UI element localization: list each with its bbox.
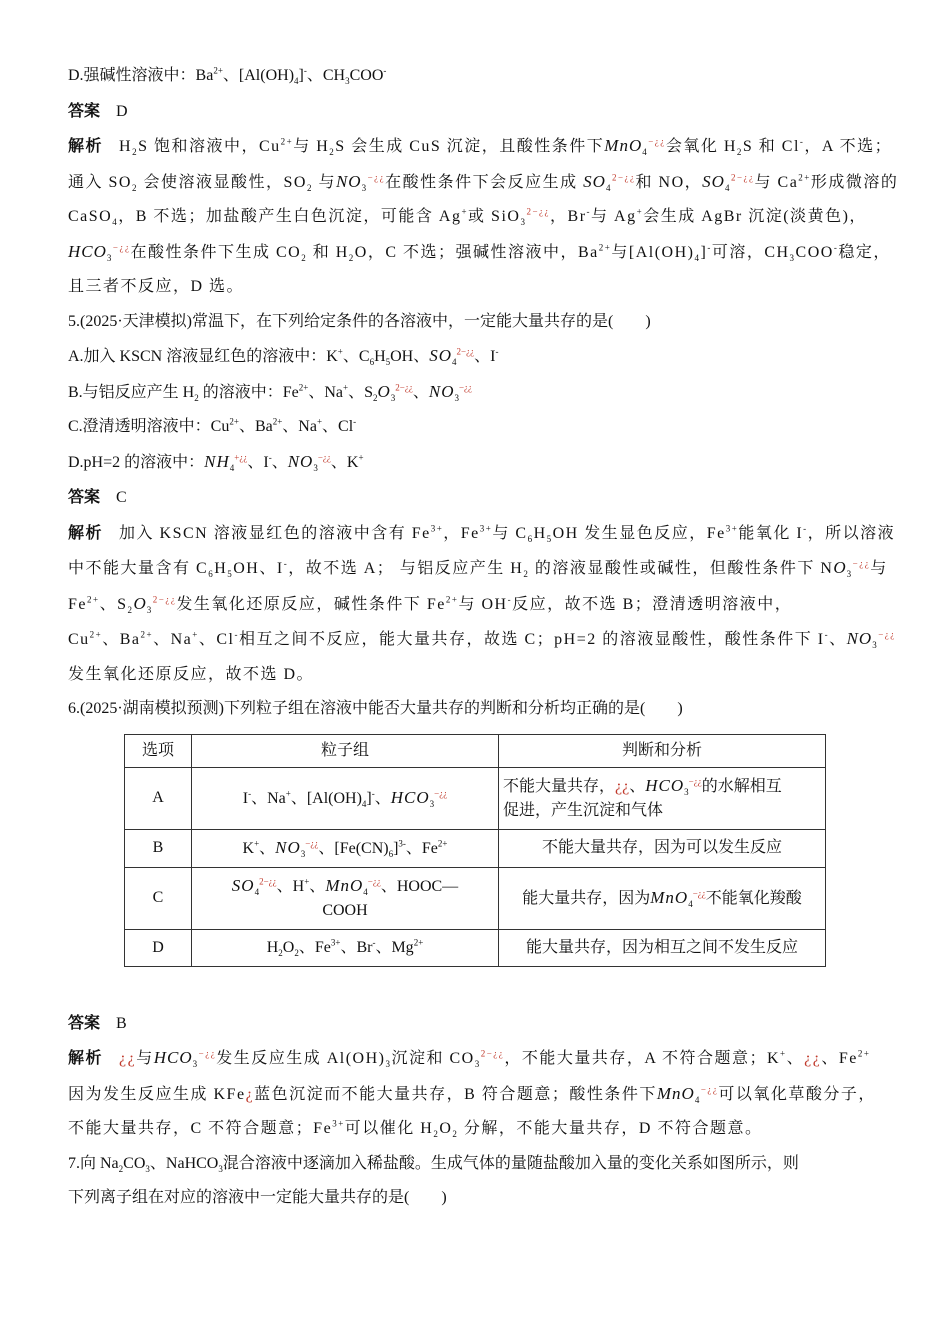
row-particles: K+、$NO_3^{-¿¿}$、$[Fe(CN)_6]^{3-}$、$Fe^{2+}$ (192, 829, 499, 867)
table-header-option: 选项 (125, 734, 192, 767)
q7-stem-line2: 下列离子组在对应的溶液中一定能大量共存的是( ) (68, 1189, 447, 1206)
row-judgment: 能大量共存，因为相互之间不发生反应 (499, 929, 826, 966)
table-header-particles: 粒子组 (192, 734, 499, 767)
q6-analysis-1: 解析 ¿¿与$HCO_3^{-¿¿}$发生反应生成 $Al(OH)_3$沉淀和 $CO_3^{2-¿¿}$，不能大量共存，A 不符合题意；K+、¿¿、$Fe^{2+}$ (68, 1048, 871, 1070)
table-row (125, 929, 826, 966)
q5-stem: 5.(2025·天津模拟)常温下，在下列给定条件的各溶液中，一定能大量共存的是( ) (68, 312, 651, 330)
analysis-label: 解析 (68, 1048, 104, 1067)
q5-answer: C (116, 489, 127, 506)
q6-table (124, 734, 826, 967)
table-row (125, 767, 826, 829)
row-option: B (125, 829, 192, 867)
table-header-row (125, 734, 826, 767)
q5-analysis-3: $Fe^{2+}$、$S_2O_3^{2-¿¿}$发生氧化还原反应，碱性条件下 $Fe^{2+}$与 OH-反应，故不选 B；澄清透明溶液中， (68, 593, 793, 615)
q5-option-c: C.澄清透明溶液中：$Cu^{2+}$、$Ba^{2+}$、Na+、Cl- (68, 416, 357, 435)
q4-analysis-5: 且三者不反应，D 选。 (68, 278, 245, 295)
q5-analysis-1: 解析 加入 KSCN 溶液显红色的溶液中含有 $Fe^{3+}$，$Fe^{3+}$与 $C_6H_5OH$ 发生显色反应，$Fe^{3+}$能氧化 I-，所以溶液 (68, 522, 896, 544)
row-particles: I-、Na+、$[Al(OH)_4]^-$、$HCO_3^{-¿¿}$ (192, 767, 499, 829)
q4-analysis-1: 解析 $H_2S$ 饱和溶液中，$Cu^{2+}$与 $H_2S$ 会生成 CuS 沉淀，且酸性条件下MnO$_4$−¿¿会氧化 $H_2S$ 和 Cl-，A 不选； (68, 136, 893, 158)
q4-analysis-4: $HCO_3^{-¿¿}$在酸性条件下生成 $CO_2$ 和 $H_2O$，C 不选；强碱性溶液中，$Ba^{2+}$与$[Al(OH)_4]^-$可溶，$CH_3COO^-$稳定， (68, 241, 891, 263)
q6-analysis-3: 不能大量共存，C 不符合题意；$Fe^{3+}$可以催化 $H_2O_2$ 分解，不能大量共存，D 不符合题意。 (68, 1118, 763, 1140)
row-particles: $H_2O_2$、$Fe^{3+}$、Br-、$Mg^{2+}$ (192, 929, 499, 966)
q6-answer-line (68, 1013, 882, 1034)
q6-stem: 6.(2025·湖南模拟预测)下列粒子组在溶液中能否大量共存的判断和分析均正确的是( ) (68, 700, 683, 717)
row-judgment: 不能大量共存，¿¿、$HCO_3^{-¿¿}$的水解相互 促进，产生沉淀和气体 (499, 767, 826, 829)
table-header-judgment: 判断和分析 (499, 734, 826, 767)
q6-analysis-2: 因为发生反应生成 KFe¿蓝色沉淀而不能大量共存，B 符合题意；酸性条件下MnO$_4$−¿¿可以氧化草酸分子， (68, 1083, 876, 1105)
row-option: A (125, 767, 192, 829)
q5-option-d: D.pH=2 的溶液中：$NH_4^{+¿¿}$、I-、$NO_3^{-¿¿}$、K+ (68, 451, 364, 473)
analysis-label: 解析 (68, 136, 104, 155)
answer-label: 答案 (68, 1012, 101, 1032)
row-particles: $SO_4^{2-¿¿}$、H+、MnO$_4$−¿¿、HOOC— COOH (192, 867, 499, 929)
row-judgment: 能大量共存，因为MnO$_4$−¿¿不能氧化羧酸 (499, 867, 826, 929)
q4-option-d: D.强碱性溶液中：$Ba^{2+}$、$[Al(OH)_4]^-$、$CH_3COO^-$ (68, 65, 387, 87)
answer-label: 答案 (68, 487, 101, 506)
row-option: C (125, 867, 192, 929)
answer-label: 答案 (68, 100, 101, 120)
q5-analysis-4: $Cu^{2+}$、$Ba^{2+}$、Na+、Cl-相互之间不反应，能大量共存，故选 C；pH=2 的溶液显酸性，酸性条件下 I-、$NO_3^{-¿¿}$ (68, 629, 896, 651)
analysis-label: 解析 (68, 522, 104, 542)
q5-option-b: B.与铝反应产生 $H_2$ 的溶液中：$Fe^{2+}$、Na+、$S_2O_3^{2-¿¿}$、$NO_3^{-¿¿}$ (68, 381, 473, 403)
q4-answer-line (68, 101, 882, 122)
q4-analysis-2: 通入 $SO_2$ 会使溶液显酸性，$SO_2$ 与$NO_3^{-¿¿}$在酸性条件下会反应生成 $SO_4^{2-¿¿}$和 NO，$SO_4^{2-¿¿}$与 $Ca^{2+}$形成微溶的 (68, 171, 899, 193)
row-option: D (125, 929, 192, 966)
q5-analysis-5: 发生氧化还原反应，故不选 D。 (68, 665, 315, 683)
q5-answer-line (68, 487, 882, 508)
q4-analysis-3: CaSO$_4$，B 不选；加盐酸产生白色沉淀，可能含 Ag+或 SiO$_3^{2-¿¿}$，Br-与 Ag+会生成 AgBr 沉淀(淡黄色)， (68, 206, 867, 228)
q5-analysis-2: 中不能大量含有 $C_6H_5OH$、I-，故不选 A； 与铝反应产生 $H_2$ 的溶液显酸性或碱性，但酸性条件下 $NO_3^{-¿¿}$与 (68, 558, 888, 580)
table-row (125, 829, 826, 867)
q7-stem-line1: 7.向 $Na_2CO_3$、NaHCO$_3$混合溶液中逐滴加入稀盐酸。生成气体的量随盐酸加入量的变化关系如图所示，则 (68, 1154, 799, 1174)
document-page (68, 65, 899, 1223)
q6-answer: B (116, 1014, 127, 1032)
q5-option-a: A.加入 KSCN 溶液显红色的溶液中：K+、$C_6H_5OH$、$SO_4^{2-¿¿}$、I- (68, 346, 499, 368)
table-row (125, 867, 826, 929)
q4-answer: D (116, 102, 128, 120)
row-judgment: 不能大量共存，因为可以发生反应 (499, 829, 826, 867)
